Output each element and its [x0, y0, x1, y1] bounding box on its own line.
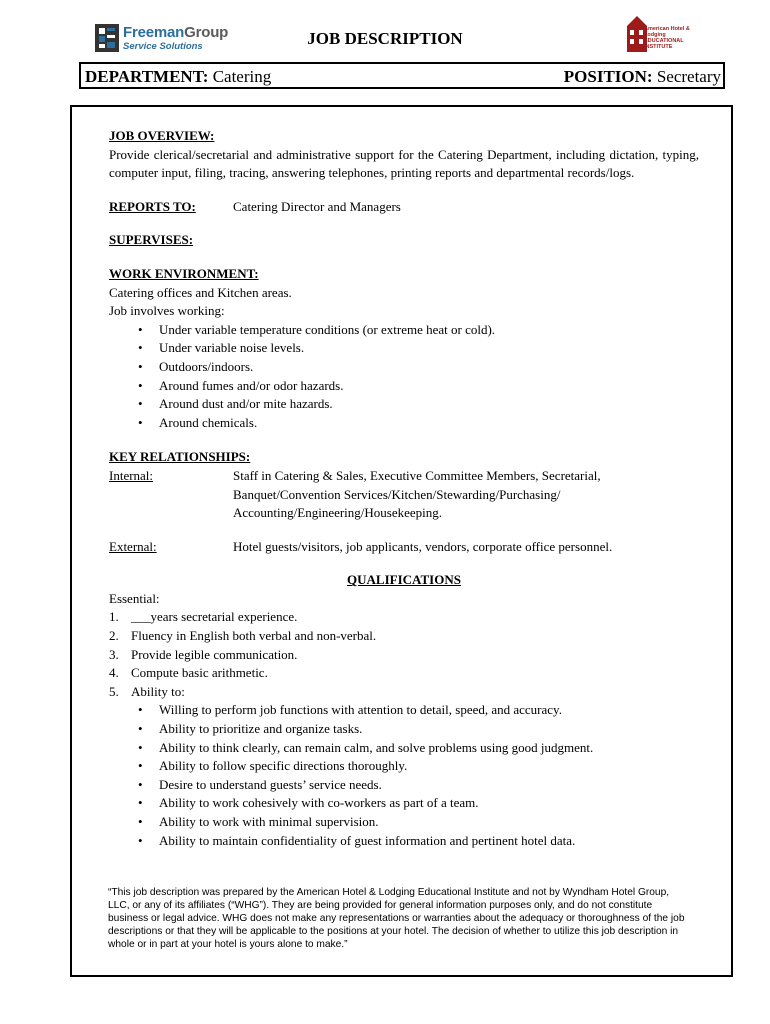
job-overview-section: [109, 127, 699, 183]
key-relationships-section: [109, 448, 699, 556]
list-item: 5. Ability to:: [109, 683, 185, 699]
essential-label: Essential:: [109, 590, 160, 606]
list-item: 4. Compute basic arithmetic.: [109, 665, 268, 681]
list-item: • Around dust and/or mite hazards.: [109, 395, 699, 414]
ahla-logo: [627, 16, 689, 52]
list-item: 3. Provide legible communication.: [109, 646, 298, 662]
department-label: DEPARTMENT:: [85, 67, 209, 86]
supervises-section: [109, 231, 699, 250]
department-field: [85, 67, 271, 87]
list-item: • Ability to work cohesively with co-workers as part of a team.: [109, 794, 699, 813]
reports-to-label: REPORTS TO:: [109, 198, 196, 214]
work-environment-section: [109, 265, 699, 432]
work-environment-list: [109, 321, 699, 433]
ahla-logo-text: American Hotel & Lodging EDUCATIONAL INSTITUTE: [644, 26, 690, 50]
list-item: 2. Fluency in English both verbal and non-verbal.: [109, 628, 377, 644]
work-environment-heading: WORK ENVIRONMENT:: [109, 265, 259, 281]
internal-value: Staff in Catering & Sales, Executive Committee Members, Secretarial, Banquet/Convention Services/Kitchen/Stewarding/Purchasing/ Accounting/Engineering/Housekeeping.: [233, 467, 601, 521]
qualifications-section: [109, 571, 699, 850]
job-overview-heading: JOB OVERVIEW:: [109, 128, 215, 143]
department-value: Catering: [208, 67, 272, 86]
external-value: Hotel guests/visitors, job applicants, vendors, corporate office personnel.: [233, 538, 613, 554]
list-item: 1. ___years secretarial experience.: [109, 609, 298, 625]
reports-to-value: Catering Director and Managers: [233, 198, 401, 214]
list-item: • Around fumes and/or odor hazards.: [109, 377, 699, 396]
list-item: • Desire to understand guests’ service needs.: [109, 776, 699, 795]
list-item: • Ability to work with minimal supervision.: [109, 813, 699, 832]
work-environment-line: Job involves working:: [109, 303, 225, 319]
position-field: [564, 67, 721, 87]
qualifications-heading: QUALIFICATIONS: [347, 572, 461, 588]
key-relationships-heading: KEY RELATIONSHIPS:: [109, 449, 251, 465]
list-item: • Outdoors/indoors.: [109, 358, 699, 377]
disclaimer-text: “This job description was prepared by the American Hotel & Lodging Educational Institute and not by Wyndham Hotel Group, LLC, or any of its affiliates (“WHG”). They are being provided for general information purposes only, and do not constitute business or legal advice. WHG does not make any representations or warranties about the adequacy or thoroughness of the job descriptions or that they will be applicable to the positions at your hotel. The decision of whether to utilize this job description in whole or in part at your hotel is yours alone to make.”: [108, 887, 685, 951]
work-environment-line: Catering offices and Kitchen areas.: [109, 284, 292, 300]
list-item: • Ability to prioritize and organize tasks.: [109, 720, 699, 739]
supervises-label: SUPERVISES:: [109, 232, 194, 248]
reports-to-section: [109, 198, 699, 217]
list-item: • Ability to think clearly, can remain calm, and solve problems using good judgment.: [109, 739, 699, 758]
list-item: • Ability to maintain confidentiality of guest information and pertinent hotel data.: [109, 832, 699, 851]
internal-row: [109, 467, 699, 523]
list-item: • Under variable temperature conditions (or extreme heat or cold).: [109, 321, 699, 340]
qualifications-list: [109, 608, 699, 701]
external-row: [109, 538, 699, 557]
position-label: POSITION:: [563, 67, 653, 86]
ability-list: [109, 701, 699, 850]
job-overview-text: Provide clerical/secretarial and administrative support for the Catering Department, including dictation, typing, computer input, filing, tracing, answering telephones, printing reports and departmental records/logs.: [109, 146, 699, 181]
position-value: Secretary: [652, 67, 721, 86]
list-item: • Ability to follow specific directions thoroughly.: [109, 757, 699, 776]
list-item: • Around chemicals.: [109, 414, 699, 433]
list-item: • Willing to perform job functions with attention to detail, speed, and accuracy.: [109, 701, 699, 720]
internal-label: Internal:: [109, 467, 154, 483]
freeman-group-logo-name: FreemanGroup: [123, 24, 229, 41]
main-content: [109, 127, 699, 850]
freeman-group-logo-subtitle: Service Solutions: [123, 41, 203, 52]
list-item: • Under variable noise levels.: [109, 339, 699, 358]
external-label: External:: [109, 538, 157, 554]
page-title: JOB DESCRIPTION: [307, 29, 463, 48]
